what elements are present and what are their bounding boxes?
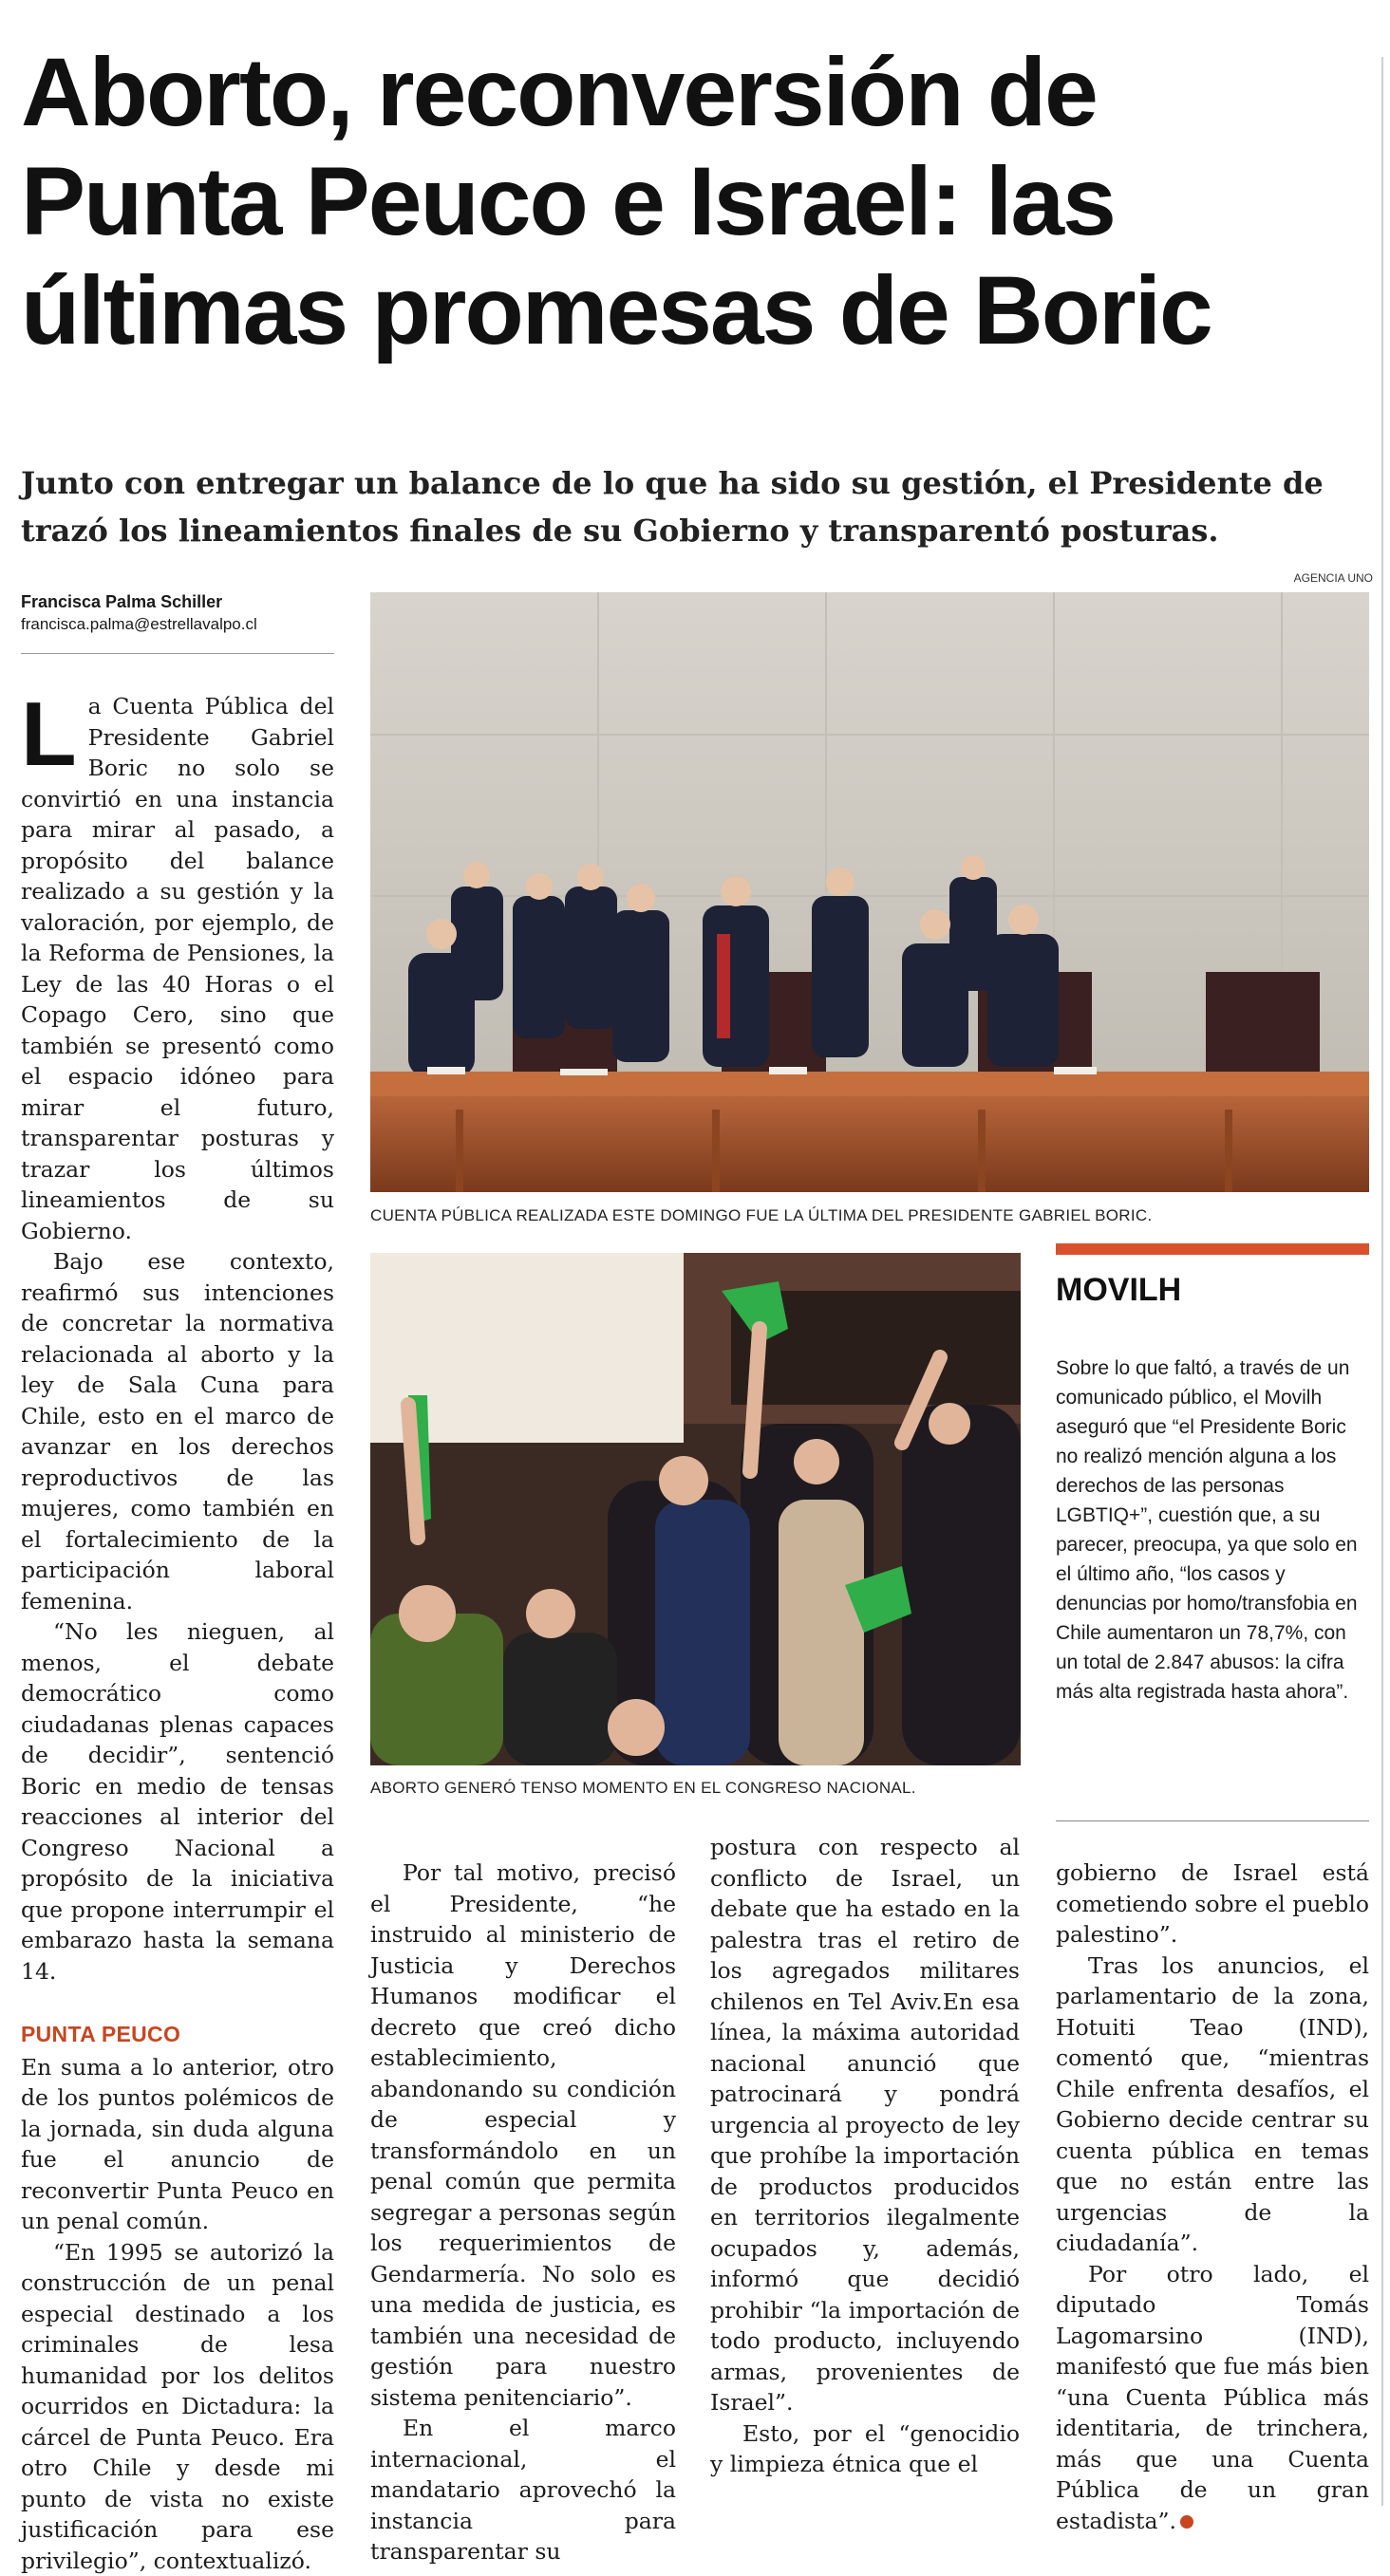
photo-caption-2: ABORTO GENERÓ TENSO MOMENTO EN EL CONGRESO NACIONAL.: [370, 1778, 1025, 1799]
article-paragraph: Bajo ese contexto, reafirmó sus intenciones de concretar la normativa relacionada al aborto y la ley de Sala Cuna para Chile, esto en el marco de avanzar en los derechos reproductivos de las mujeres, como también en el fortalecimiento de la participación laboral femenina.: [21, 1246, 334, 1616]
article-column-1: [21, 691, 334, 2576]
byline-divider: [21, 653, 334, 654]
article-paragraph: “No les nieguen, al menos, el debate democrático como ciudadanas plenas capaces de decidir”, sentenció Boric en medio de tensas reacciones al interior del Congreso Nacional a propósito de la iniciativa que propone interrumpir el embarazo hasta la semana 14.: [21, 1616, 334, 1987]
congress-protest-photo: [370, 1253, 1021, 1765]
article-column-2: [370, 1857, 676, 2567]
headline: Aborto, reconversión de Punta Peuco e Israel: las últimas promesas de Boric: [21, 38, 1374, 365]
byline-email: francisca.palma@estrellavalpo.cl: [21, 613, 334, 636]
congress-session-photo: [370, 592, 1369, 1192]
byline: [21, 590, 334, 636]
protest-illustration: [370, 1253, 1021, 1765]
subheadline: Junto con entregar un balance de lo que ha sido su gestión, el Presidente de trazó los lineamientos finales de su Gobierno y transparentó posturas.: [21, 459, 1379, 554]
article-paragraph: En suma a lo anterior, otro de los puntos polémicos de la jornada, sin duda alguna fue el anuncio de reconvertir Punta Peuco en un penal común.: [21, 2052, 334, 2237]
byline-author: Francisca Palma Schiller: [21, 590, 334, 613]
sidebar-paragraph: Sobre lo que faltó, a través de un comunicado público, el Movilh aseguró que “el Presidente Boric no realizó mención alguna a los derechos de las personas LGBTIQ+”, cuestión que, a su parecer, preocupa, ya que solo en el último año, “los casos y denuncias por homo/transfobia en Chile aumentaron un 78,7%, con un total de 2.847 abusos: la cifra más alta registrada hasta ahora”.: [1056, 1353, 1369, 1707]
drop-cap: L: [21, 697, 77, 773]
article-paragraph: Por tal motivo, precisó el Presidente, “he instruido al ministerio de Justicia y Derechos Humanos modificar el decreto que creó dicho establecimiento, abandonando su condición de especial y transformándolo en un penal común que permita segregar a personas según los requerimientos de Gendarmería. No solo es una medida de justicia, es también una necesidad de gestión para nuestro sistema penitenciario”.: [370, 1857, 676, 2413]
article-paragraph: gobierno de Israel está cometiendo sobre el pueblo palestino”.: [1056, 1857, 1369, 1951]
article-paragraph: postura con respecto al conflicto de Israel, un debate que ha estado en la palestra tras el retiro de los agregados militares chilenos en Tel Aviv.En esa línea, la máxima autoridad nacional anunció que patrocinará y pondrá urgencia al proyecto de ley que prohíbe la importación de productos producidos en territorios ilegalmente ocupados y, además, informó que decidió prohibir “la importación de todo producto, incluyendo armas, provenientes de Israel”.: [710, 1832, 1020, 2418]
article-paragraph-text: a Cuenta Pública del Presidente Gabriel Boric no solo se convirtió en una instancia para mirar al pasado, a propósito del balance realizado a su gestión y la valoración, por ejemplo, de la Reforma de Pensiones, la Ley de las 40 Horas o el Copago Cero, sino que también se presentó como el espacio idóneo para mirar el futuro, transparentar posturas y trazar los últimos lineamientos de su Gobierno.: [21, 693, 334, 1244]
article-paragraph: [1056, 2259, 1369, 2537]
article-paragraph: Esto, por el “genocidio y limpieza étnica que el: [710, 2418, 1020, 2480]
article-paragraph: “En 1995 se autorizó la construcción de un penal especial destinado a los criminales de lesa humanidad por los delitos ocurridos en Dictadura: la cárcel de Punta Peuco. Era otro Chile y desde mi punto de vista no existe justificación para ese privilegio”, contextualizó.: [21, 2237, 334, 2576]
end-of-article-icon: [1180, 2515, 1193, 2529]
sidebar-title: MOVILH: [1056, 1272, 1181, 1309]
section-heading-punta-peuco: PUNTA PEUCO: [21, 2019, 334, 2050]
article-paragraph: [21, 691, 334, 1246]
sidebar-accent-bar: [1056, 1243, 1369, 1255]
column-divider: [1381, 57, 1383, 2506]
photo-caption-1: CUENTA PÚBLICA REALIZADA ESTE DOMINGO FUE LA ÚLTIMA DEL PRESIDENTE GABRIEL BORIC.: [370, 1205, 1377, 1226]
article-column-4: [1056, 1857, 1369, 2536]
sidebar-divider: [1056, 1820, 1369, 1821]
congress-session-illustration: [370, 592, 1369, 1192]
sidebar-text: [1056, 1353, 1369, 1707]
photo-credit: AGENCIA UNO: [1294, 571, 1373, 585]
article-paragraph-text: Por otro lado, el diputado Tomás Lagomarsino (IND), manifestó que fue más bien “una Cuenta Pública más identitaria, de trinchera, más que una Cuenta Pública de un gran estadista”.: [1056, 2261, 1369, 2534]
article-paragraph: En el marco internacional, el mandatario aprovechó la instancia para transparentar su: [370, 2413, 676, 2567]
article-paragraph: Tras los anuncios, el parlamentario de la zona, Hotuiti Teao (IND), comentó que, “mientras Chile enfrenta desafíos, el Gobierno decide centrar su cuenta pública en temas que no están entre las urgencias de la ciudadanía”.: [1056, 1951, 1369, 2259]
article-column-3: [710, 1832, 1020, 2480]
